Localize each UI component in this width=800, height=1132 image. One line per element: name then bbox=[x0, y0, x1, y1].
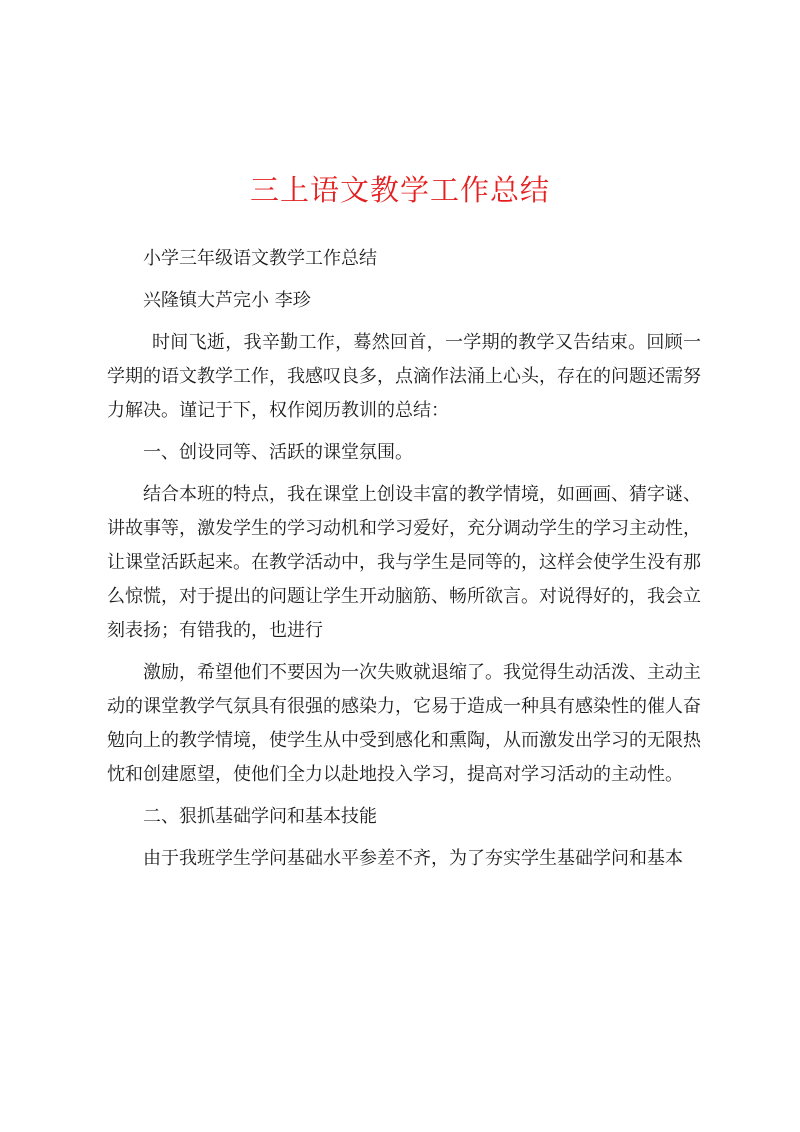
subtitle-line: 小学三年级语文教学工作总结 bbox=[143, 248, 377, 269]
author-line: 兴隆镇大芦完小 李珍 bbox=[143, 290, 311, 311]
document-body bbox=[107, 242, 701, 876]
paragraph-encouragement: 激励，希望他们不要因为一次失败就退缩了。我觉得生动活泼、主动主动的课堂教学气氛具有很强的感染力，它易于造成一种具有感染性的催人奋勉向上的教学情境，使学生从中受到感化和熏陶，从而激发出学习的无限热忱和创建愿望，使他们全力以赴地投入学习，提高对学习活动的主动性。 bbox=[107, 662, 701, 785]
section-heading-2: 二、狠抓基础学问和基本技能 bbox=[143, 806, 377, 827]
paragraph-intro: 时间飞逝，我辛勤工作，蓦然回首，一学期的教学又告结束。回顾一学期的语文教学工作，我感叹良多，点滴作法涌上心头，存在的问题还需努力解决。谨记于下，权作阅历教训的总结： bbox=[107, 332, 701, 421]
document-title: 三上语文教学工作总结 bbox=[249, 173, 550, 207]
paragraph-basics: 由于我班学生学问基础水平参差不齐，为了夯实学生基础学问和基本 bbox=[143, 848, 683, 869]
section-heading-1: 一、创设同等、活跃的课堂氛围。 bbox=[143, 442, 413, 463]
paragraph-classroom: 结合本班的特点，我在课堂上创设丰富的教学情境，如画画、猜字谜、讲故事等，激发学生的学习动机和学习爱好，充分调动学生的学习主动性，让课堂活跃起来。在教学活动中，我与学生是同等的，这样会使学生没有那么惊慌，对于提出的问题让学生开动脑筋、畅所欲言。对说得好的，我会立刻表扬；有错我的，也进行 bbox=[107, 484, 701, 641]
